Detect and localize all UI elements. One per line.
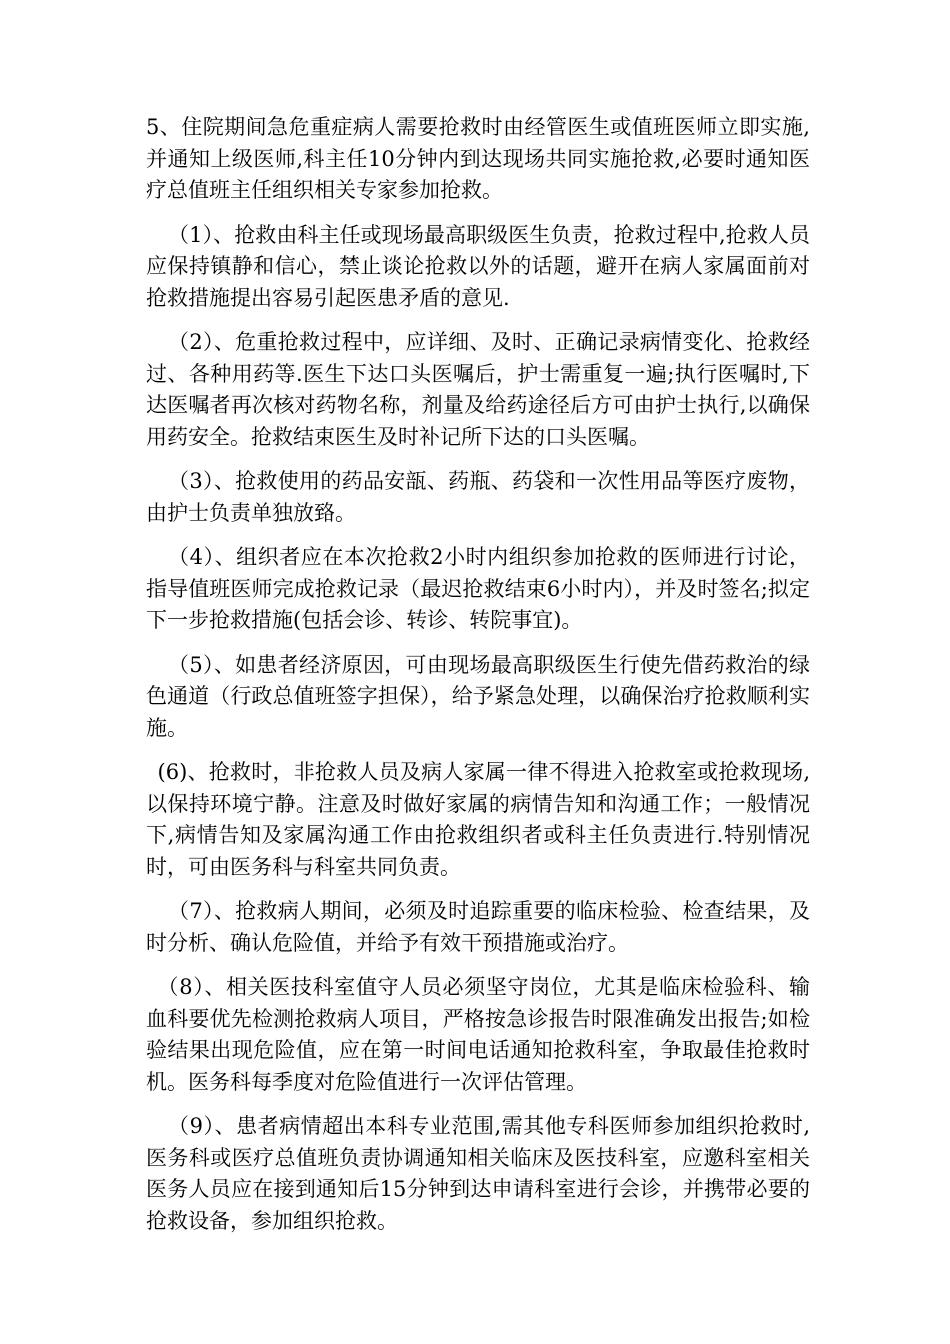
paragraph-sub-1: （1）、抢救由科主任或现场最高职级医生负责，抢救过程中,抢救人员应保持镇静和信心，禁止谈论抢救以外的话题，避开在病人家属面前对抢救措施提出容易引起医患矛盾的意见. (146, 222, 810, 310)
paragraph-sub-2: （2）、危重抢救过程中，应详细、及时、正确记录病情变化、抢救经过、各种用药等.医生下达口头医嘱后，护士需重复一遍;执行医嘱时,下达医嘱者再次核对药物名称，剂量及给药途径后方可由护士执行,以确保用药安全。抢救结束医生及时补记所下达的口头医嘱。 (146, 330, 810, 449)
paragraph-sub-8: （8）、相关医技科室值守人员必须坚守岗位，尤其是临床检验科、输血科要优先检测抢救病人项目，严格按急诊报告时限准确发出报告;如检验结果出现危险值，应在第一时间电话通知抢救科室，争取最佳抢救时机。医务科每季度对危险值进行一次评估管理。 (146, 975, 810, 1094)
paragraph-sub-5: （5）、如患者经济原因，可由现场最高职级医生行使先借药救治的绿色通道（行政总值班签字担保），给予紧急处理，以确保治疗抢救顺利实施。 (146, 652, 810, 740)
paragraph-sub-9: （9）、患者病情超出本科专业范围,需其他专科医师参加组织抢救时,医务科或医疗总值班负责协调通知相关临床及医技科室，应邀科室相关医务人员应在接到通知后15分钟到达申请科室进行会诊，并携带必要的抢救设备，参加组织抢救。 (146, 1114, 810, 1233)
paragraph-sub-4: （4）、组织者应在本次抢救2小时内组织参加抢救的医师进行讨论，指导值班医师完成抢救记录（最迟抢救结束6小时内），并及时签名;拟定下一步抢救措施(包括会诊、转诊、转院事宜)。 (146, 545, 810, 632)
document-body (146, 112, 810, 1250)
paragraph-sub-7: （7）、抢救病人期间，必须及时追踪重要的临床检验、检查结果，及时分析、确认危险值，并给予有效干预措施或治疗。 (146, 899, 810, 955)
paragraph-sub-6: (6)、抢救时，非抢救人员及病人家属一律不得进入抢救室或抢救现场,以保持环境宁静。注意及时做好家属的病情告知和沟通工作；一般情况下,病情告知及家属沟通工作由抢救组织者或科主任负责进行.特别情况时，可由医务科与科室共同负责。 (146, 760, 810, 879)
paragraph-item-5: 5、住院期间急危重症病人需要抢救时由经管医生或值班医师立即实施,并通知上级医师,科主任10分钟内到达现场共同实施抢救,必要时通知医疗总值班主任组织相关专家参加抢救。 (146, 115, 810, 202)
paragraph-sub-3: （3）、抢救使用的药品安瓿、药瓶、药袋和一次性用品等医疗废物，由护士负责单独放臵。 (146, 469, 810, 525)
